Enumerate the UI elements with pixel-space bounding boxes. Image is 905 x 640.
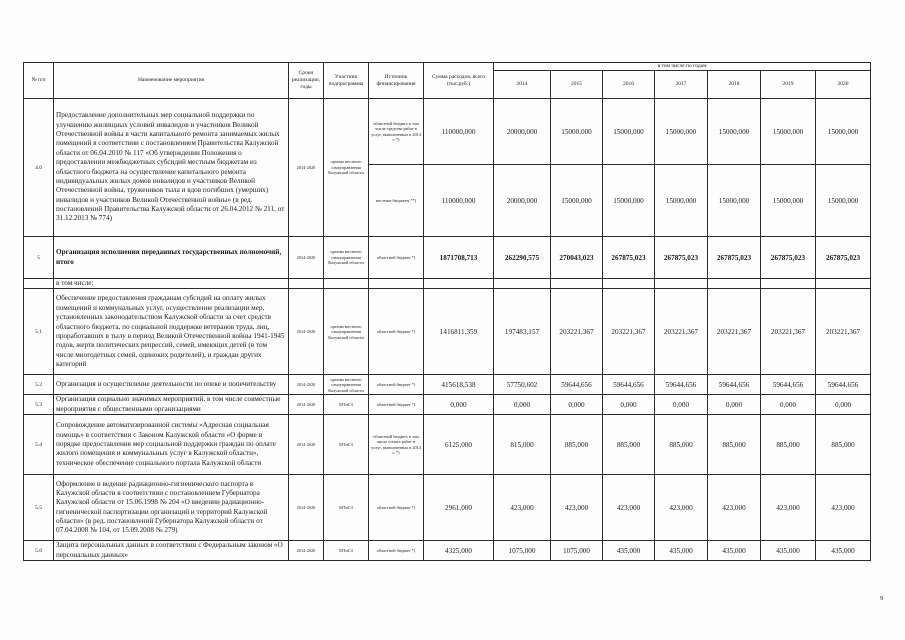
row-value: 203221,367 — [603, 289, 655, 375]
row-source: областной бюджет *) — [369, 289, 424, 375]
row-value: 15000,000 — [708, 99, 761, 165]
header-source: Источник финансирования — [369, 63, 424, 99]
row-index: 5.2 — [24, 375, 54, 395]
row-index: 5.1 — [24, 289, 54, 375]
row-value: 267875,023 — [603, 237, 655, 279]
row-value: 423,000 — [816, 475, 871, 541]
row-index: 5.6 — [24, 541, 54, 561]
row-value: 15000,000 — [708, 165, 761, 237]
row-total: 110000,000 — [424, 99, 494, 165]
header-year: 2014 — [494, 71, 551, 99]
row-value: 270043,023 — [551, 237, 603, 279]
row-index: 4.6 — [24, 99, 54, 237]
row-period: 2014-2020 — [289, 541, 324, 561]
row-value: 0,000 — [655, 395, 708, 415]
row-value: 423,000 — [551, 475, 603, 541]
row-participant: органы местного самоуправления Калужской области — [324, 375, 369, 395]
row-value: 885,000 — [708, 415, 761, 475]
row-participant: МТиСЗ — [324, 395, 369, 415]
row-value: 435,000 — [816, 541, 871, 561]
row-value: 885,000 — [816, 415, 871, 475]
table-row-5-4 — [24, 415, 871, 475]
row-source: областной бюджет, в том числе оплата работ и услуг, выполненных в 2014 г. *) — [369, 415, 424, 475]
row-value: 59644,656 — [761, 375, 816, 395]
row-participant: МТиСЗ — [324, 541, 369, 561]
row-value: 435,000 — [761, 541, 816, 561]
header-no: № п/п — [24, 63, 54, 99]
program-table — [23, 62, 871, 561]
page-number: 9 — [880, 595, 884, 602]
row-title: Сопровождение автоматизированной системы «Адресная социальная помощь» в соответствии с Законом Калужской области «О форме и порядке предоставления мер социальной поддержки граждан по оплате жилого помещения и коммунальных услуг в Калужской области», техническое обеспечение социального портала Калужской области — [54, 415, 289, 475]
row-title: Обеспечение предоставления гражданам субсидий на оплату жилых помещений и коммунальных услуг, осуществление реализации мер, установленных законодательством Калужской области за счет средств областного бюджета, по социальной поддержке ветеранов труда, лиц, проработавших в тылу в период Великой Отечественной войны 1941-1945 годов, жертв политических репрессий, семей, имеющих детей (в том числе многодетных семей, одиноких родителей), и граждан других категорий — [54, 289, 289, 375]
row-value: 0,000 — [551, 395, 603, 415]
row-total: 1416811,359 — [424, 289, 494, 375]
row-value: 15000,000 — [551, 165, 603, 237]
row-value: 267875,023 — [761, 237, 816, 279]
row-value: 0,000 — [816, 395, 871, 415]
table-row-5-6 — [24, 541, 871, 561]
row-value: 435,000 — [655, 541, 708, 561]
row-value: 885,000 — [655, 415, 708, 475]
row-title: Предоставление дополнительных мер социальной поддержки по улучшению жилищных условий инвалидов и участников Великой Отечественной войны в части капитального ремонта занимаемых жилых помещений в соответствии с постановлением Правительства Калужской области от 06.04.2010 № 117 «Об утверждении Положения о предоставлении межбюджетных субсидий местным бюджетам из областного бюджета на осуществление капитального ремонта индивидуальных жилых домов инвалидов и участников Великой Отечественной войны, тружеников тыла и вдов погибших (умерших) инвалидов и участников Великой Отечественной войны» (в ред. постановлений Правительства Калужской области от 26.04.2012 № 211, от 31.12.2013 № 774) — [54, 99, 289, 237]
row-value: 15000,000 — [655, 165, 708, 237]
table-row-5-1 — [24, 289, 871, 375]
row-value: 0,000 — [603, 395, 655, 415]
header-year: 2019 — [761, 71, 816, 99]
table-row-including — [24, 279, 871, 289]
header-year: 2020 — [816, 71, 871, 99]
row-period: 2014-2020 — [289, 375, 324, 395]
row-source: областной бюджет, в том числе средства работ в услуг, выполненных в 2014 г. *) — [369, 99, 424, 165]
row-value: 59644,656 — [816, 375, 871, 395]
row-value: 203221,367 — [551, 289, 603, 375]
row-value: 885,000 — [603, 415, 655, 475]
table-row-4-6 — [24, 99, 871, 165]
row-participant: органы местного самоуправления Калужской области — [324, 99, 369, 237]
row-value: 203221,367 — [655, 289, 708, 375]
row-value: 423,000 — [761, 475, 816, 541]
row-title: Организация социально значимых мероприятий, в том числе совместные мероприятия с общественными организациями — [54, 395, 289, 415]
header-participants: Участник подпрограммы — [324, 63, 369, 99]
row-value: 885,000 — [551, 415, 603, 475]
header-total: Сумма расходов, всего (тыс.руб.) — [424, 63, 494, 99]
row-value: 203221,367 — [708, 289, 761, 375]
row-participant: МТиСЗ — [324, 475, 369, 541]
row-index: 5.3 — [24, 395, 54, 415]
row-value: 267875,023 — [708, 237, 761, 279]
row-value: 15000,000 — [603, 99, 655, 165]
row-value: 0,000 — [494, 395, 551, 415]
row-value: 57750,602 — [494, 375, 551, 395]
row-value: 885,000 — [761, 415, 816, 475]
row-value: 15000,000 — [551, 99, 603, 165]
row-period: 2014-2020 — [289, 99, 324, 237]
row-title: в том числе: — [54, 279, 289, 289]
row-source: областной бюджет *) — [369, 237, 424, 279]
row-period: 2014-2020 — [289, 415, 324, 475]
row-value: 15000,000 — [816, 99, 871, 165]
row-total: 4325,000 — [424, 541, 494, 561]
header-year: 2017 — [655, 71, 708, 99]
table-row-5-5 — [24, 475, 871, 541]
row-index: 5.4 — [24, 415, 54, 475]
row-value: 197483,157 — [494, 289, 551, 375]
row-value: 435,000 — [708, 541, 761, 561]
row-value: 435,000 — [603, 541, 655, 561]
header-by-years: в том числе по годам — [494, 63, 871, 71]
row-source: местные бюджеты **) — [369, 165, 424, 237]
row-value: 59644,656 — [655, 375, 708, 395]
row-value: 815,000 — [494, 415, 551, 475]
row-value: 1075,000 — [551, 541, 603, 561]
row-participant: МТиСЗ — [324, 415, 369, 475]
row-value: 20000,000 — [494, 99, 551, 165]
row-total: 415618,538 — [424, 375, 494, 395]
row-participant: органы местного самоуправления Калужской области — [324, 237, 369, 279]
row-index: 5 — [24, 237, 54, 279]
row-value: 423,000 — [655, 475, 708, 541]
row-value: 0,000 — [761, 395, 816, 415]
row-value: 59644,656 — [708, 375, 761, 395]
row-value: 423,000 — [603, 475, 655, 541]
row-period: 2014-2020 — [289, 475, 324, 541]
row-title: Оформление и ведение радиационно-гигиенического паспорта в Калужской области в соответствии с постановлением Губернатора Калужской области от 15.06.1998 № 204 «О введении радиационно-гигиенической паспортизации организаций и территорий Калужской области» (в ред. постановлений Губернатора Калужской области от 07.04.2008 № 104, от 15.09.2008 № 279) — [54, 475, 289, 541]
row-value: 267875,023 — [655, 237, 708, 279]
row-period: 2014-2020 — [289, 395, 324, 415]
row-value: 59644,656 — [551, 375, 603, 395]
row-value: 262290,575 — [494, 237, 551, 279]
row-total: 1871708,713 — [424, 237, 494, 279]
row-title: Защита персональных данных в соответствии с Федеральным законом «О персональных данных» — [54, 541, 289, 561]
header-row-1 — [24, 63, 871, 71]
table-row-5-2 — [24, 375, 871, 395]
row-title: Организация исполнения переданных государственных полномочий, итого — [54, 237, 289, 279]
row-value: 20000,000 — [494, 165, 551, 237]
row-value: 59644,656 — [603, 375, 655, 395]
row-period: 2014-2020 — [289, 237, 324, 279]
row-source: областной бюджет *) — [369, 541, 424, 561]
row-value: 203221,367 — [816, 289, 871, 375]
header-period: Сроки реализации, годы — [289, 63, 324, 99]
table-row-5 — [24, 237, 871, 279]
row-value: 203221,367 — [761, 289, 816, 375]
row-source: областной бюджет *) — [369, 375, 424, 395]
row-value: 267875,023 — [816, 237, 871, 279]
header-year: 2015 — [551, 71, 603, 99]
row-source: областной бюджет *) — [369, 475, 424, 541]
row-source: областной бюджет *) — [369, 395, 424, 415]
row-total: 110000,000 — [424, 165, 494, 237]
row-total: 6125,000 — [424, 415, 494, 475]
row-title: Организация и осуществление деятельности по опеке и попечительству — [54, 375, 289, 395]
row-value: 15000,000 — [603, 165, 655, 237]
row-value: 15000,000 — [761, 165, 816, 237]
table-row-5-3 — [24, 395, 871, 415]
row-participant: органы местного самоуправления Калужской области — [324, 289, 369, 375]
header-name: Наименование мероприятия — [54, 63, 289, 99]
row-total: 0,000 — [424, 395, 494, 415]
row-value: 0,000 — [708, 395, 761, 415]
row-value: 15000,000 — [816, 165, 871, 237]
header-year: 2018 — [708, 71, 761, 99]
row-value: 15000,000 — [761, 99, 816, 165]
header-year: 2016 — [603, 71, 655, 99]
row-total: 2961,000 — [424, 475, 494, 541]
row-period: 2014-2020 — [289, 289, 324, 375]
row-value: 423,000 — [708, 475, 761, 541]
row-index: 5.5 — [24, 475, 54, 541]
row-value: 423,000 — [494, 475, 551, 541]
row-value: 1075,000 — [494, 541, 551, 561]
row-value: 15000,000 — [655, 99, 708, 165]
